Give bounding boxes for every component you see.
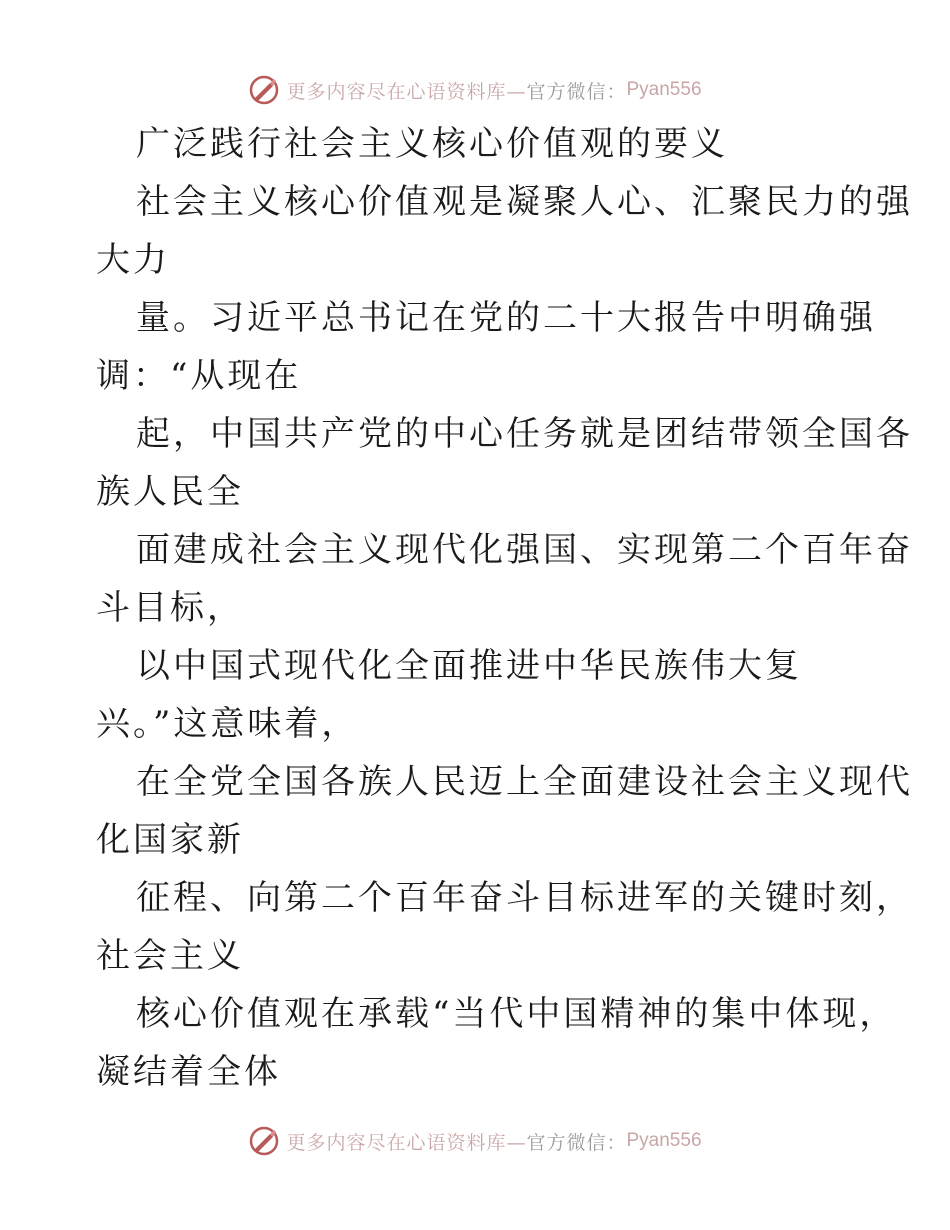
paragraph-line: 社会主义 xyxy=(96,936,244,976)
watermark-wechat-label: 官方微信： xyxy=(526,80,627,103)
paragraph-line: 在全党全国各族人民迈上全面建设社会主义现代 xyxy=(136,762,913,802)
header-watermark xyxy=(0,70,950,110)
paragraph-line: 化国家新 xyxy=(96,820,244,860)
paragraph-line: 核心价值观在承载“当代中国精神的集中体现， xyxy=(136,994,897,1034)
paragraph-line: 族人民全 xyxy=(96,472,244,512)
watermark-text: 更多内容尽在心语资料库— xyxy=(286,1131,527,1154)
paragraph-line: 量。习近平总书记在党的二十大报告中明确强 xyxy=(136,298,876,338)
paragraph-line: 征程、向第二个百年奋斗目标进军的关键时刻， xyxy=(136,878,913,918)
watermark-wechat-id: Pyan556 xyxy=(626,1130,702,1151)
watermark-wechat-label: 官方微信： xyxy=(526,1131,627,1154)
paragraph-line: 起，中国共产党的中心任务就是团结带领全国各 xyxy=(136,414,913,454)
paragraph-line: 面建成社会主义现代化强国、实现第二个百年奋 xyxy=(136,530,913,570)
document-body xyxy=(96,115,913,1101)
watermark-wechat-id: Pyan556 xyxy=(626,79,702,100)
doc-title: 广泛践行社会主义核心价值观的要义 xyxy=(136,124,728,164)
pen-seal-logo-icon xyxy=(248,74,280,106)
watermark-text: 更多内容尽在心语资料库— xyxy=(286,80,527,103)
paragraph-line: 社会主义核心价值观是凝聚人心、汇聚民力的强 xyxy=(136,182,913,222)
paragraph-line: 调：“从现在 xyxy=(96,356,302,396)
paragraph-line: 凝结着全体 xyxy=(96,1052,281,1092)
paragraph-line: 兴。”这意味着， xyxy=(96,704,359,744)
paragraph-line: 斗目标， xyxy=(96,588,244,628)
pen-seal-logo-icon xyxy=(248,1125,280,1157)
paragraph-line: 以中国式现代化全面推进中华民族伟大复 xyxy=(136,646,802,686)
paragraph-line: 大力 xyxy=(96,240,170,280)
footer-watermark xyxy=(0,1121,950,1161)
